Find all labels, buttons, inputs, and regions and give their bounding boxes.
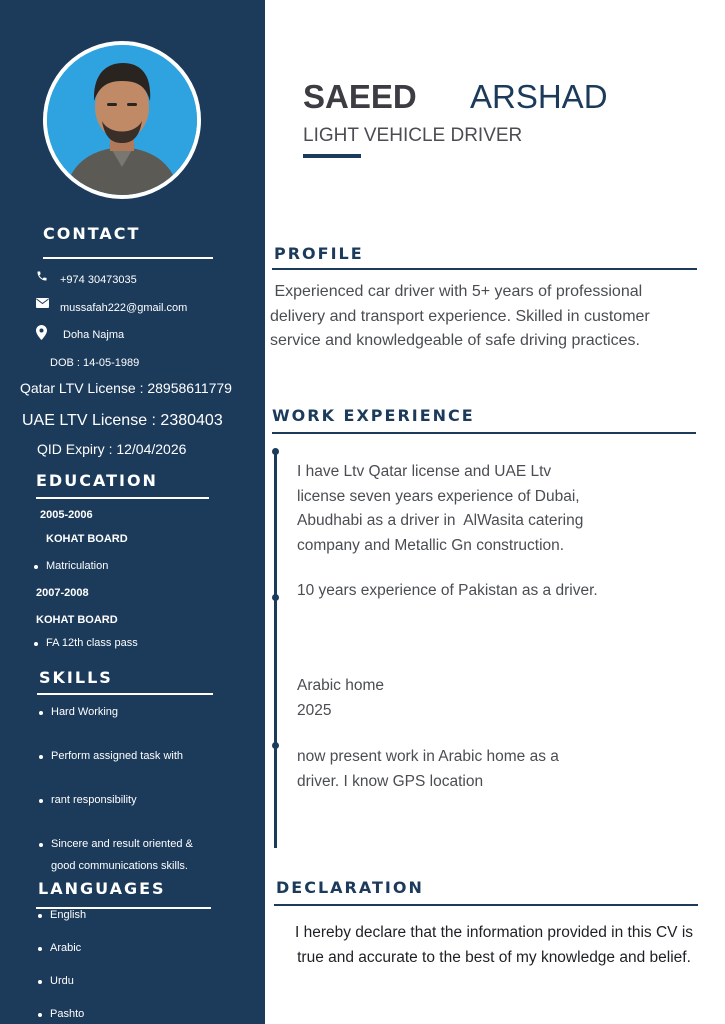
email-text: mussafah222@gmail.com (60, 302, 188, 314)
qatar-license-text: Qatar LTV License : 28958611779 (20, 380, 232, 396)
phone-text: +974 30473035 (60, 274, 137, 286)
qid-expiry-text: QID Expiry : 12/04/2026 (37, 441, 187, 457)
last-name: ARSHAD (470, 78, 608, 115)
education-years: 2005-2006 (40, 509, 93, 521)
person-portrait-icon (47, 45, 197, 195)
declaration-line: I hereby declare that the information provided in this CV is (294, 924, 694, 941)
contact-location (36, 323, 124, 341)
contact-divider (43, 257, 213, 259)
list-item: Hard Working (37, 706, 118, 718)
work-line: driver. I know GPS location (297, 772, 484, 790)
sidebar (0, 0, 265, 1024)
map-pin-icon (36, 325, 52, 339)
education-divider (36, 497, 209, 499)
languages-heading: LANGUAGES (38, 879, 166, 898)
list-item: Matriculation (32, 560, 108, 572)
profile-line: Experienced car driver with 5+ years of professional (270, 283, 643, 300)
work-experience-heading: WORK EXPERIENCE (272, 406, 475, 425)
list-item: Perform assigned task with (37, 750, 183, 762)
work-line: now present work in Arabic home as a (297, 748, 559, 765)
skills-list (37, 794, 137, 806)
declaration-line: true and accurate to the best of my knowledge and belief. (297, 948, 691, 966)
skills-continuation: good communications skills. (51, 860, 188, 872)
education-heading: EDUCATION (36, 471, 158, 490)
profile-photo-frame (43, 41, 201, 199)
education-board: KOHAT BOARD (46, 533, 128, 545)
skills-heading: SKILLS (39, 668, 113, 687)
skills-list (37, 706, 118, 718)
list-item: Sincere and result oriented & (37, 838, 193, 850)
work-experience-divider (272, 432, 696, 434)
profile-photo (47, 45, 197, 195)
timeline-dot (272, 594, 279, 601)
timeline-dot (272, 742, 279, 749)
envelope-icon (36, 298, 52, 312)
list-item: English (36, 909, 86, 921)
uae-license-text: UAE LTV License : 2380403 (22, 412, 223, 429)
contact-phone (36, 268, 137, 286)
profile-line: service and knowledgeable of safe driving practices. (270, 332, 640, 349)
work-entry (297, 674, 384, 723)
profile-heading: PROFILE (274, 244, 364, 263)
contact-heading: CONTACT (43, 224, 141, 243)
skills-list (37, 750, 183, 762)
skills-list (37, 838, 193, 850)
declaration-heading: DECLARATION (276, 878, 424, 897)
education-board: KOHAT BOARD (36, 614, 118, 626)
list-item: Urdu (36, 975, 74, 987)
work-entry (297, 460, 583, 558)
job-title: LIGHT VEHICLE DRIVER (303, 125, 523, 146)
list-item: rant responsibility (37, 794, 137, 806)
timeline-line (274, 450, 277, 848)
profile-divider (272, 268, 697, 270)
first-name: SAEED (303, 78, 417, 115)
work-entry (297, 745, 559, 794)
work-line: 2025 (297, 701, 332, 719)
work-line: Abudhabi as a driver in AlWasita catering (297, 512, 584, 529)
list-item: Pashto (36, 1008, 84, 1020)
profile-summary (270, 280, 710, 354)
list-item: FA 12th class pass (32, 637, 138, 649)
education-items (32, 560, 108, 572)
languages-list (36, 909, 86, 921)
education-years: 2007-2008 (36, 587, 89, 599)
education-items (32, 637, 138, 649)
declaration-text (274, 921, 714, 970)
timeline-dot (272, 448, 279, 455)
profile-line: delivery and transport experience. Skilled in customer (270, 307, 650, 325)
dob-text: DOB : 14-05-1989 (50, 357, 140, 369)
work-line: company and Metallic Gn construction. (297, 536, 565, 554)
work-line: license seven years experience of Dubai, (297, 487, 580, 505)
work-line: Arabic home (297, 677, 385, 694)
phone-icon (36, 270, 52, 284)
languages-list (36, 1008, 84, 1020)
declaration-divider (274, 904, 698, 906)
languages-list (36, 975, 74, 987)
work-line: I have Ltv Qatar license and UAE Ltv (297, 463, 552, 480)
work-entry: 10 years experience of Pakistan as a driver. (297, 582, 598, 599)
location-text: Doha Najma (63, 329, 125, 341)
title-underline (303, 154, 361, 158)
languages-list (36, 942, 81, 954)
skills-divider (37, 693, 213, 695)
list-item: Arabic (36, 942, 81, 954)
contact-email (36, 296, 187, 314)
